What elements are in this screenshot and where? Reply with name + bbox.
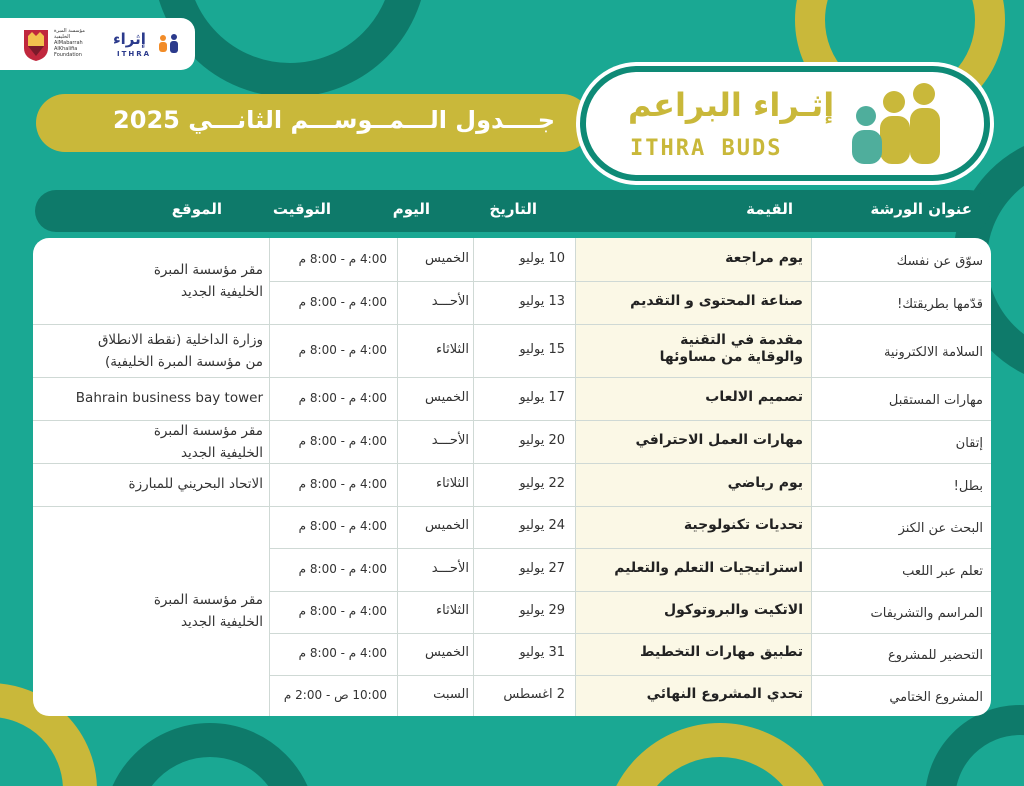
workshop-value: تصميم الالعاب [705,388,803,405]
workshop-value-line2: والوقاية من مساوئها [659,349,803,365]
workshop-title: قدّمها بطريقتك! [897,296,983,312]
row-divider [269,281,991,282]
mabarrah-emblem-icon [22,26,50,62]
workshop-date: 29 يوليو [519,603,565,618]
workshop-title: سوّق عن نفسك [896,253,983,269]
workshop-value: يوم رياضي [727,474,803,491]
location-line1: وزارة الداخلية (نقطة الانطلاق [97,331,263,348]
location-divider [33,377,269,378]
workshop-date: 10 يوليو [519,250,565,266]
location-line1: Bahrain business bay tower [75,390,263,406]
location-line2: الخليفية الجديد [180,614,263,630]
workshop-date: 17 يوليو [519,389,565,405]
buds-figures-icon [844,78,944,170]
mabarrah-en: AlMabarrah AlKhalifia Foundation [54,40,83,58]
workshop-time: 4:00 م - 8:00 م [298,604,387,618]
location-line1: مقر مؤسسة المبرة [153,592,263,608]
workshop-day: الأحـــد [431,560,469,576]
workshop-title: مهارات المستقبل [888,392,983,408]
workshop-day: الخميس [425,518,469,533]
workshop-title: تعلم عبر اللعب [902,563,983,579]
page-title: جــــدول الـــمــوســـم الثانـــي 2025 [113,106,555,134]
workshop-title: إتقان [955,435,983,451]
workshop-day: الثلاثاء [436,603,469,618]
column-divider [269,238,270,716]
workshop-time: 4:00 م - 8:00 م [298,294,387,309]
workshop-day: الثلاثاء [436,475,469,491]
workshop-date: 22 يوليو [519,475,565,491]
workshop-day: الخميس [425,645,469,660]
workshop-title: السلامة الالكترونية [883,344,983,360]
workshop-time: 4:00 م - 8:00 م [298,519,387,533]
workshop-value: تحديات تكنولوجية [683,517,803,533]
ithra-logo-ar: إثراء [113,30,146,48]
workshop-value: صناعة المحتوى و التقديم [630,292,803,309]
header-time: التوقيت [272,200,331,218]
header-location: الموقع [171,200,222,218]
location-divider [33,506,269,507]
location-line2: الخليفية الجديد [180,444,263,461]
workshop-time: 4:00 م - 8:00 م [298,646,387,660]
workshop-date: 31 يوليو [519,645,565,660]
mabarrah-logo [22,26,92,64]
workshop-date: 15 يوليو [519,341,565,357]
location-line1: الاتحاد البحريني للمبارزة [128,476,263,492]
workshop-date: 27 يوليو [519,560,565,576]
schedule-grid [33,238,991,716]
workshop-value: مقدمة في التقنية [680,332,803,348]
workshop-title: بطل! [953,478,983,494]
buds-title-en: ITHRA BUDS [630,136,783,161]
title-banner [36,94,591,152]
workshop-day: الخميس [425,250,469,266]
workshop-day: الأحـــد [431,293,469,309]
row-divider [269,633,991,634]
workshop-value: استراتيجيات التعلم والتعليم [614,559,803,576]
header-date: التاريخ [489,200,537,218]
schedule-table [33,238,991,716]
logos-box [0,18,195,70]
workshop-time: 4:00 م - 8:00 م [298,433,387,448]
mabarrah-ar: مؤسسة المبرة الخليفية [54,28,85,40]
workshop-day: الخميس [425,389,469,405]
row-divider [269,548,991,549]
workshop-value: تطبيق مهارات التخطيط [640,644,803,660]
workshop-time: 4:00 م - 8:00 م [298,251,387,266]
workshop-time: 4:00 م - 8:00 م [298,476,387,491]
workshop-title: التحضير للمشروع [888,648,983,663]
workshop-value: الاتكيت والبروتوكول [663,602,803,618]
workshop-time: 4:00 م - 8:00 م [298,390,387,405]
workshop-value: مهارات العمل الاحترافي [635,431,803,448]
location-divider [33,324,269,325]
ithra-figures-icon [157,32,181,54]
workshop-day: الثلاثاء [436,341,469,357]
workshop-date: 13 يوليو [519,293,565,309]
row-divider [269,420,991,421]
row-divider [269,506,991,507]
ithra-logo-en: ITHRA [117,50,152,58]
workshop-time: 4:00 م - 8:00 م [298,342,387,357]
ithra-buds-card [580,66,990,181]
workshop-day: الأحـــد [431,432,469,448]
workshop-time: 10:00 ص - 2:00 م [283,687,387,702]
column-divider [473,238,474,716]
header-day: اليوم [392,200,430,218]
buds-title-ar: إثـراء البراعم [628,86,835,124]
table-header [35,190,990,232]
location-line1: مقر مؤسسة المبرة [153,422,263,439]
workshop-title: المشروع الختامي [889,689,983,705]
ithra-logo [113,30,183,60]
row-divider [269,463,991,464]
workshop-date: 20 يوليو [519,432,565,448]
row-divider [269,377,991,378]
workshop-time: 4:00 م - 8:00 م [298,561,387,576]
workshop-date: 24 يوليو [519,518,565,533]
workshop-date: 2 اغسطس [503,686,565,702]
location-line1: مقر مؤسسة المبرة [153,262,263,278]
header-title: عنوان الورشة [870,200,972,218]
workshop-title: المراسم والتشريفات [870,606,983,621]
header-value: القيمة [746,200,793,218]
location-line2: من مؤسسة المبرة الخليفية) [105,353,263,370]
row-divider [269,591,991,592]
workshop-title: البحث عن الكنز [898,521,983,536]
workshop-value: تحدي المشروع النهائي [646,685,803,702]
location-line2: الخليفية الجديد [180,284,263,300]
row-divider [269,324,991,325]
workshop-day: السبت [433,686,469,702]
workshop-value: يوم مراجعة [725,249,803,266]
row-divider [269,675,991,676]
